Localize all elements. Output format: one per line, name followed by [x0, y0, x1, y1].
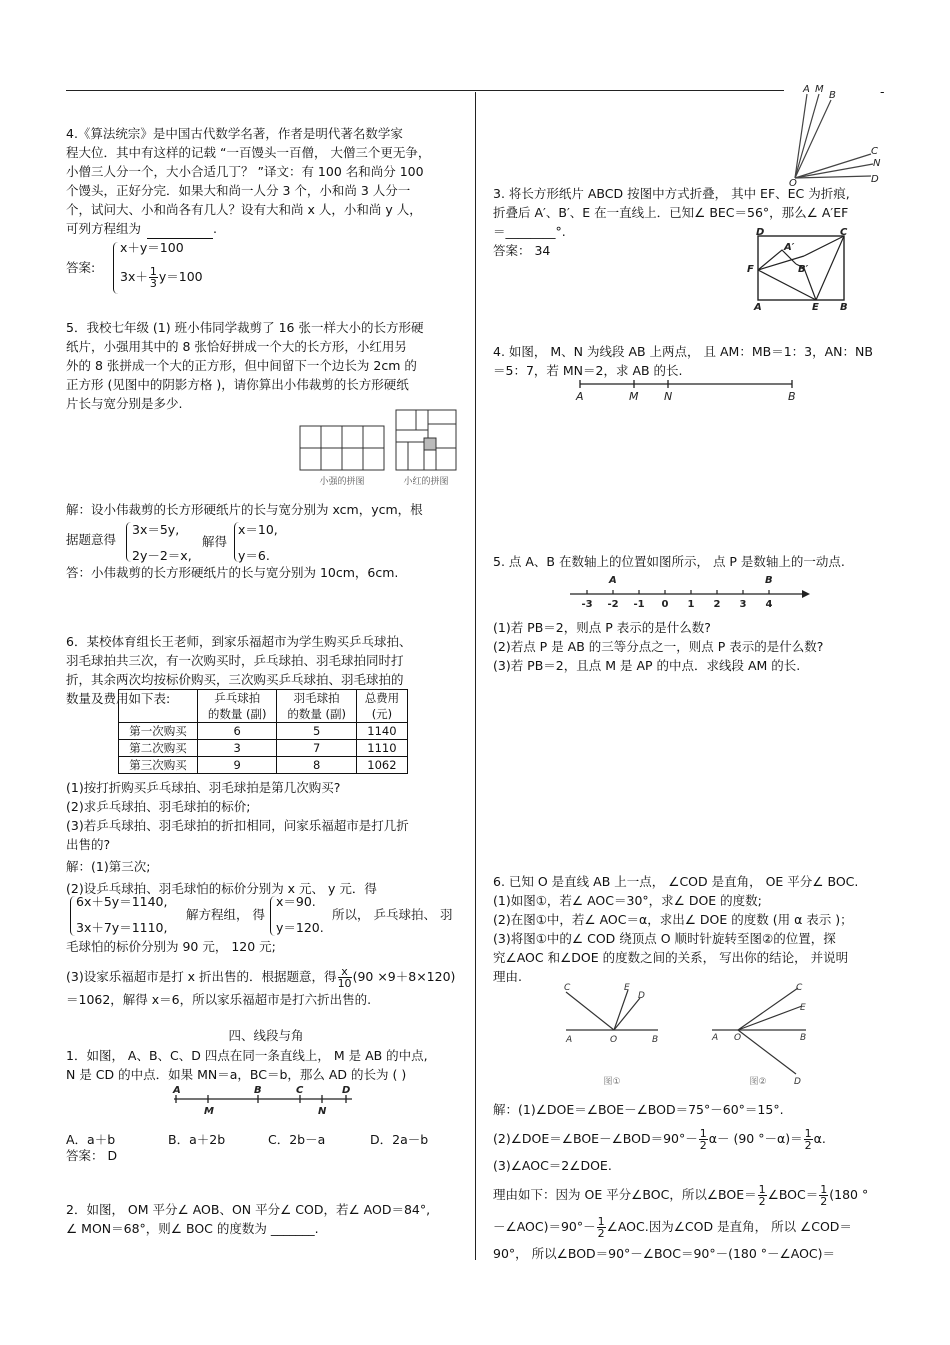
q3-line: 3. 将长方形纸片 ABCD 按图中方式折叠， 其中 EF、EC 为折痕, — [493, 186, 850, 201]
q6-sol3b: (90 ×9＋8×120) — [352, 969, 456, 984]
q5-sys1: 3x＝5y, — [132, 522, 180, 537]
ray-label: B — [829, 90, 836, 101]
reason-a: 理由如下：因为 OE 平分∠BOC，所以∠BOE＝ — [493, 1187, 757, 1202]
table-cell: 7 — [277, 740, 356, 757]
table-header-cell: 羽毛球拍 — [277, 690, 356, 707]
table-header-row — [119, 690, 408, 707]
q4-answer-label: 答案: — [66, 260, 96, 275]
ray-label: O — [789, 178, 797, 188]
frac-den: 2 — [699, 1139, 707, 1152]
q5-res1: x＝10, — [238, 522, 278, 537]
q5-figure — [298, 408, 460, 490]
q3-tail: ＝________°. — [493, 224, 566, 239]
fig-caption: 图② — [749, 1077, 767, 1087]
angle-label: O — [610, 1035, 618, 1045]
s4-q2-line: 2．如图， OM 平分∠ AOB、ON 平分∠ COD，若∠ AOD＝84°, — [66, 1202, 431, 1217]
q6-res1: x＝90. — [276, 894, 316, 909]
pt-label: N — [318, 1106, 327, 1117]
frac-num: 1 — [699, 1127, 707, 1140]
q6-line: 羽毛球拍共三次，有一次购买时，乒乓球拍、羽毛球拍同时打 — [66, 653, 404, 668]
q6r-reason2 — [493, 1216, 852, 1239]
point-label: A — [609, 575, 617, 586]
q5-line: 5．我校七年级 (1) 班小伟同学裁剪了 16 张一样大小的长方形硬 — [66, 320, 424, 335]
q5-line: 正方形 (见图中的阴影方格 )，请你算出小伟裁剪的长方形硬纸 — [66, 377, 409, 392]
fig-caption: 图① — [603, 1077, 621, 1087]
angle-label: C — [564, 983, 571, 993]
q6-mid: 解方程组， 得 — [186, 907, 265, 922]
q6-questions — [66, 778, 466, 898]
q6r-sol3: (3)∠AOC＝2∠DOE. — [493, 1158, 612, 1173]
q6-res2: y＝120. — [276, 920, 324, 935]
price-table — [118, 689, 408, 774]
q4-eq2 — [120, 266, 203, 289]
reason-c: (180 ° — [829, 1187, 869, 1202]
q6r-line: (1)如图①，若∠ AOC＝30°，求∠ DOE 的度数; — [493, 893, 762, 908]
reason-b: ∠BOC＝ — [767, 1187, 819, 1202]
q4-last-text: 可列方程组为 — [66, 221, 142, 236]
table-header-cell: 的数量 (副) — [198, 706, 277, 723]
pt-label: B — [788, 390, 796, 403]
fig-caption-left: 小强的拼图 — [319, 477, 365, 487]
table-header-cell: (元) — [356, 706, 407, 723]
q6r-line: 理由. — [493, 969, 522, 984]
ray-label: M — [815, 84, 824, 95]
q6-sol3 — [66, 966, 455, 989]
q5r-question: (3)若 PB＝2，且点 M 是 AP 的中点．求线段 AM 的长. — [493, 658, 801, 673]
sol2a: (2)∠DOE＝∠BOE－∠BOD＝90°－ — [493, 1131, 698, 1146]
q6r-reason3: 90°， 所以∠BOD＝90°－∠BOC＝90°－(180 °－∠AOC)＝ — [493, 1246, 836, 1261]
q6-line: 折，其余两次均按标价购买，三次购买乒乓球拍、羽毛球拍的 — [66, 672, 404, 687]
frac-den: 2 — [758, 1195, 766, 1208]
table-cell: 1140 — [356, 723, 407, 740]
reason2-b: ∠AOC.因为∠COD 是直角， 所以 ∠COD＝ — [606, 1219, 852, 1234]
ray-label: D — [871, 174, 879, 185]
pt-label: A — [576, 390, 584, 403]
sol2c: α. — [813, 1131, 826, 1146]
rect-label: A — [754, 302, 762, 310]
q4-line-last — [66, 219, 466, 239]
ray-label: N — [873, 158, 881, 169]
q4-frac — [149, 266, 158, 289]
reason2-a: －∠AOC)＝90°－ — [493, 1219, 596, 1234]
half-frac — [597, 1216, 606, 1239]
q3-answer: 答案： 34 — [493, 243, 551, 258]
rect-label: D — [756, 228, 765, 238]
rect-label: B — [840, 302, 848, 310]
table-cell: 第二次购买 — [119, 740, 198, 757]
q6-sol3a: (3)设家乐福超市是打 x 折出售的．根据题意，得 — [66, 969, 337, 984]
tick-label: 1 — [687, 599, 695, 610]
angle-label: E — [800, 1003, 806, 1013]
tick-label: 3 — [739, 599, 747, 610]
q1-option: B．a＋2b — [168, 1132, 226, 1147]
frac-den: 10 — [337, 977, 352, 990]
q5-line: 片长与宽分别是多少. — [66, 396, 183, 411]
q1-segment-figure — [166, 1084, 366, 1118]
q4r-line: 4. 如图， M、N 为线段 AB 上两点， 且 AM：MB＝1：3，AN：NB — [493, 344, 873, 359]
tick-label: 4 — [765, 599, 773, 610]
q6r-reason — [493, 1184, 868, 1207]
ray-label: A — [803, 84, 810, 95]
angle-label: B — [652, 1035, 659, 1045]
q4-segment-figure — [570, 376, 800, 406]
frac-den: 2 — [820, 1195, 828, 1208]
half-frac — [699, 1128, 708, 1151]
half-frac — [758, 1184, 767, 1207]
table-cell: 9 — [198, 757, 277, 774]
left-q4 — [66, 124, 466, 239]
frac-den: 2 — [804, 1139, 812, 1152]
q4-brace — [113, 242, 120, 294]
q4-eq2-b: y＝100 — [158, 269, 203, 284]
xiaoqiang-rect — [300, 426, 384, 470]
q6-price-line: 毛球怕的标价分别为 90 元， 120 元; — [66, 939, 276, 954]
right-q4 — [493, 342, 893, 380]
q5r-question: (2)若点 P 是 AB 的三等分点之一，则点 P 表示的是什么数? — [493, 639, 824, 654]
q6-sys2: 3x＋7y＝1110, — [76, 920, 168, 935]
table-cell: 6 — [198, 723, 277, 740]
angle-label: E — [624, 983, 630, 993]
angle-label: A — [566, 1035, 573, 1045]
angle-label: O — [734, 1033, 742, 1043]
table-header-cell: 的数量 (副) — [277, 706, 356, 723]
angle-label: D — [794, 1077, 801, 1087]
angle-label: C — [796, 983, 803, 993]
rect-label: E — [812, 302, 819, 310]
left-q5 — [66, 318, 466, 413]
frac-num: 1 — [597, 1215, 605, 1228]
s4-q2 — [66, 1200, 466, 1238]
pt-label: N — [664, 390, 673, 403]
angle-label: A — [712, 1033, 719, 1043]
q1-option: A．a＋b — [66, 1132, 116, 1147]
frac-den: 2 — [597, 1227, 605, 1240]
angle-label: D — [638, 991, 645, 1001]
rect-label: F — [747, 264, 754, 275]
ray-label: C — [871, 146, 878, 157]
q6-question: (1)按打折购买乒乓球拍、羽毛球拍是第几次购买? — [66, 780, 341, 795]
q6r-sol2 — [493, 1128, 826, 1151]
angle-label: B — [800, 1033, 807, 1043]
pt-label: C — [296, 1085, 304, 1096]
half-frac — [819, 1184, 828, 1207]
q5-answer: 答：小伟裁剪的长方形硬纸片的长与宽分别为 10cm，6cm. — [66, 565, 399, 580]
pt-label: A — [173, 1085, 181, 1096]
figure-2 — [712, 988, 806, 1074]
q1-option: D．2a－b — [370, 1132, 429, 1147]
pt-label: M — [204, 1106, 214, 1117]
q6-question: (2)求乒乓球拍、羽毛球拍的标价; — [66, 799, 251, 814]
right-q5-questions — [493, 618, 913, 675]
q6-sol3c: ＝1062，解得 x＝6，所以家乐福超市是打六折出售的. — [66, 992, 372, 1007]
s4-q1-line: N 是 CD 的中点．如果 MN＝a，BC＝b，那么 AD 的长为 ( ) — [66, 1067, 407, 1082]
q4-line: 4.《算法统宗》是中国古代数学名著，作者是明代著名数学家 — [66, 126, 403, 141]
q6r-line: (2)在图①中，若∠ AOC＝α，求出∠ DOE 的度数 (用 α 表示 )； — [493, 912, 853, 927]
xiaohong-square — [396, 410, 456, 470]
q4r-line: ＝5：7，若 MN＝2，求 AB 的长. — [493, 363, 683, 378]
q6-question: (3)若乒乓球拍、羽毛球拍的折扣相同，问家乐福超市是打几折 — [66, 818, 409, 833]
q4-eq2-a: 3x＋ — [120, 269, 148, 284]
q5-solve-label: 解得 — [202, 534, 228, 549]
q5-sol2-prefix: 据题意得 — [66, 532, 117, 547]
q6r-sol1: 解：(1)∠DOE＝∠BOE－∠BOD＝75°－60°＝15°. — [493, 1102, 784, 1117]
q6-question: 出售的? — [66, 837, 111, 852]
tick-label: 0 — [661, 599, 669, 610]
q5-line: 外的 8 张拼成一个大的正方形，但中间留下一个边长为 2cm 的 — [66, 358, 417, 373]
table-row — [119, 723, 408, 740]
q6r-line: 究∠AOC 和∠DOE 的度数之间的关系， 写出你的结论， 并说明 — [493, 950, 849, 965]
fig-caption-right: 小红的拼图 — [403, 477, 449, 487]
table-header-cell: 总费用 — [356, 690, 407, 707]
q4-period: . — [213, 221, 217, 236]
q6-sol1: 解：(1)第三次; — [66, 859, 151, 874]
table-header-cell: 乒乓球拍 — [198, 690, 277, 707]
pt-label: B — [254, 1085, 262, 1096]
q6r-line: (3)将图①中的∠ COD 绕顶点 O 顺时针旋转至图②的位置，探 — [493, 931, 836, 946]
q1-option: C．2b－a — [268, 1132, 326, 1147]
frac-num: 1 — [820, 1183, 828, 1196]
q5-sol1: 解：设小伟裁剪的长方形硬纸片的长与宽分别为 xcm，ycm，根 — [66, 502, 423, 517]
q3-line: 折叠后 A′、B′、E 在一直线上．已知∠ BEC＝56°，那么∠ A′EF — [493, 205, 849, 220]
s4-q1-line: 1．如图， A、B、C、D 四点在同一条直线上， M 是 AB 的中点, — [66, 1048, 428, 1063]
point-label: B — [765, 575, 773, 586]
q6-sol2: (2)设乒乓球拍、羽毛球怕的标价分别为 x 元、 y 元．得 — [66, 881, 377, 896]
frac-num: 1 — [804, 1127, 812, 1140]
q1-answer: 答案： D — [66, 1148, 118, 1163]
frac-den: 3 — [149, 277, 157, 290]
right-q6 — [493, 872, 913, 986]
column-divider — [475, 92, 476, 1260]
corner-mark: - — [880, 84, 885, 99]
rect-label: A′ — [784, 242, 795, 253]
rect-label: C — [840, 228, 848, 238]
table-cell: 1110 — [356, 740, 407, 757]
tick-label: 2 — [713, 599, 721, 610]
q6-after: 所以， 乒乓球拍、 羽 — [332, 907, 453, 922]
table-cell: 5 — [277, 723, 356, 740]
q4-line: 个，试问大、小和尚各有几人？设有大和尚 x 人，小和尚 y 人， — [66, 202, 422, 217]
tick-label: -3 — [581, 599, 593, 610]
tick-label: -1 — [633, 599, 645, 610]
table-cell: 第一次购买 — [119, 723, 198, 740]
pt-label: M — [629, 390, 639, 403]
table-header-cell — [119, 706, 198, 723]
sol2b: α－ (90 °－α)＝ — [708, 1131, 803, 1146]
tick-label: -2 — [607, 599, 619, 610]
frac-num: 1 — [149, 265, 157, 278]
number-line — [570, 572, 810, 612]
q5r-line: 5. 点 A、B 在数轴上的位置如图所示， 点 P 是数轴上的一动点. — [493, 554, 845, 569]
table-row — [119, 740, 408, 757]
s4-q2-line: ∠ MON＝68°，则∠ BOC 的度数为 _______. — [66, 1221, 319, 1236]
half-frac — [804, 1128, 813, 1151]
s4-q1 — [66, 1046, 466, 1084]
q4-eq1: x＋y＝100 — [120, 240, 184, 255]
table-cell: 第三次购买 — [119, 757, 198, 774]
ray-figure — [785, 82, 885, 188]
table-header-cell — [119, 690, 198, 707]
table-cell: 8 — [277, 757, 356, 774]
top-rule — [66, 90, 784, 91]
table-cell: 1062 — [356, 757, 407, 774]
frac-num: 1 — [758, 1183, 766, 1196]
q4-line: 程大位．其中有这样的记载 “一百馒头一百僧， 大僧三个更无争， — [66, 145, 431, 160]
q4-line: 小僧三人分一个，大小合适几丁？ ”译文：有 100 名和尚分 100 — [66, 164, 424, 179]
q6-sys1: 6x＋5y＝1140, — [76, 894, 168, 909]
q5-res2: y＝6. — [238, 548, 270, 563]
q6-line: 数量及费用如下表: — [66, 691, 171, 706]
rect-label: B′ — [798, 264, 809, 275]
section-title: 四、线段与角 — [228, 1028, 304, 1043]
q5r-question: (1)若 PB＝2，则点 P 表示的是什么数? — [493, 620, 711, 635]
q6-frac — [338, 966, 352, 989]
q5-line: 纸片，小强用其中的 8 张恰好拼成一个大的长方形，小红用另 — [66, 339, 407, 354]
table-header-row — [119, 706, 408, 723]
angle-figures — [562, 982, 812, 1088]
folded-rect-figure — [744, 228, 854, 310]
q6r-line: 6. 已知 O 是直线 AB 上一点， ∠COD 是直角， OE 平分∠ BOC. — [493, 874, 859, 889]
table-row — [119, 757, 408, 774]
table-cell: 3 — [198, 740, 277, 757]
pt-label: D — [342, 1085, 351, 1096]
frac-num: x — [338, 966, 352, 978]
q6-line: 6．某校体育组长王老师，到家乐福超市为学生购买乒乓球拍、 — [66, 634, 412, 649]
q5-sys2: 2y－2＝x, — [132, 548, 192, 563]
answer-blank — [147, 219, 213, 239]
q4-line: 个馒头，正好分完．如果大和尚一人分 3 个，小和尚 3 人分一 — [66, 183, 411, 198]
